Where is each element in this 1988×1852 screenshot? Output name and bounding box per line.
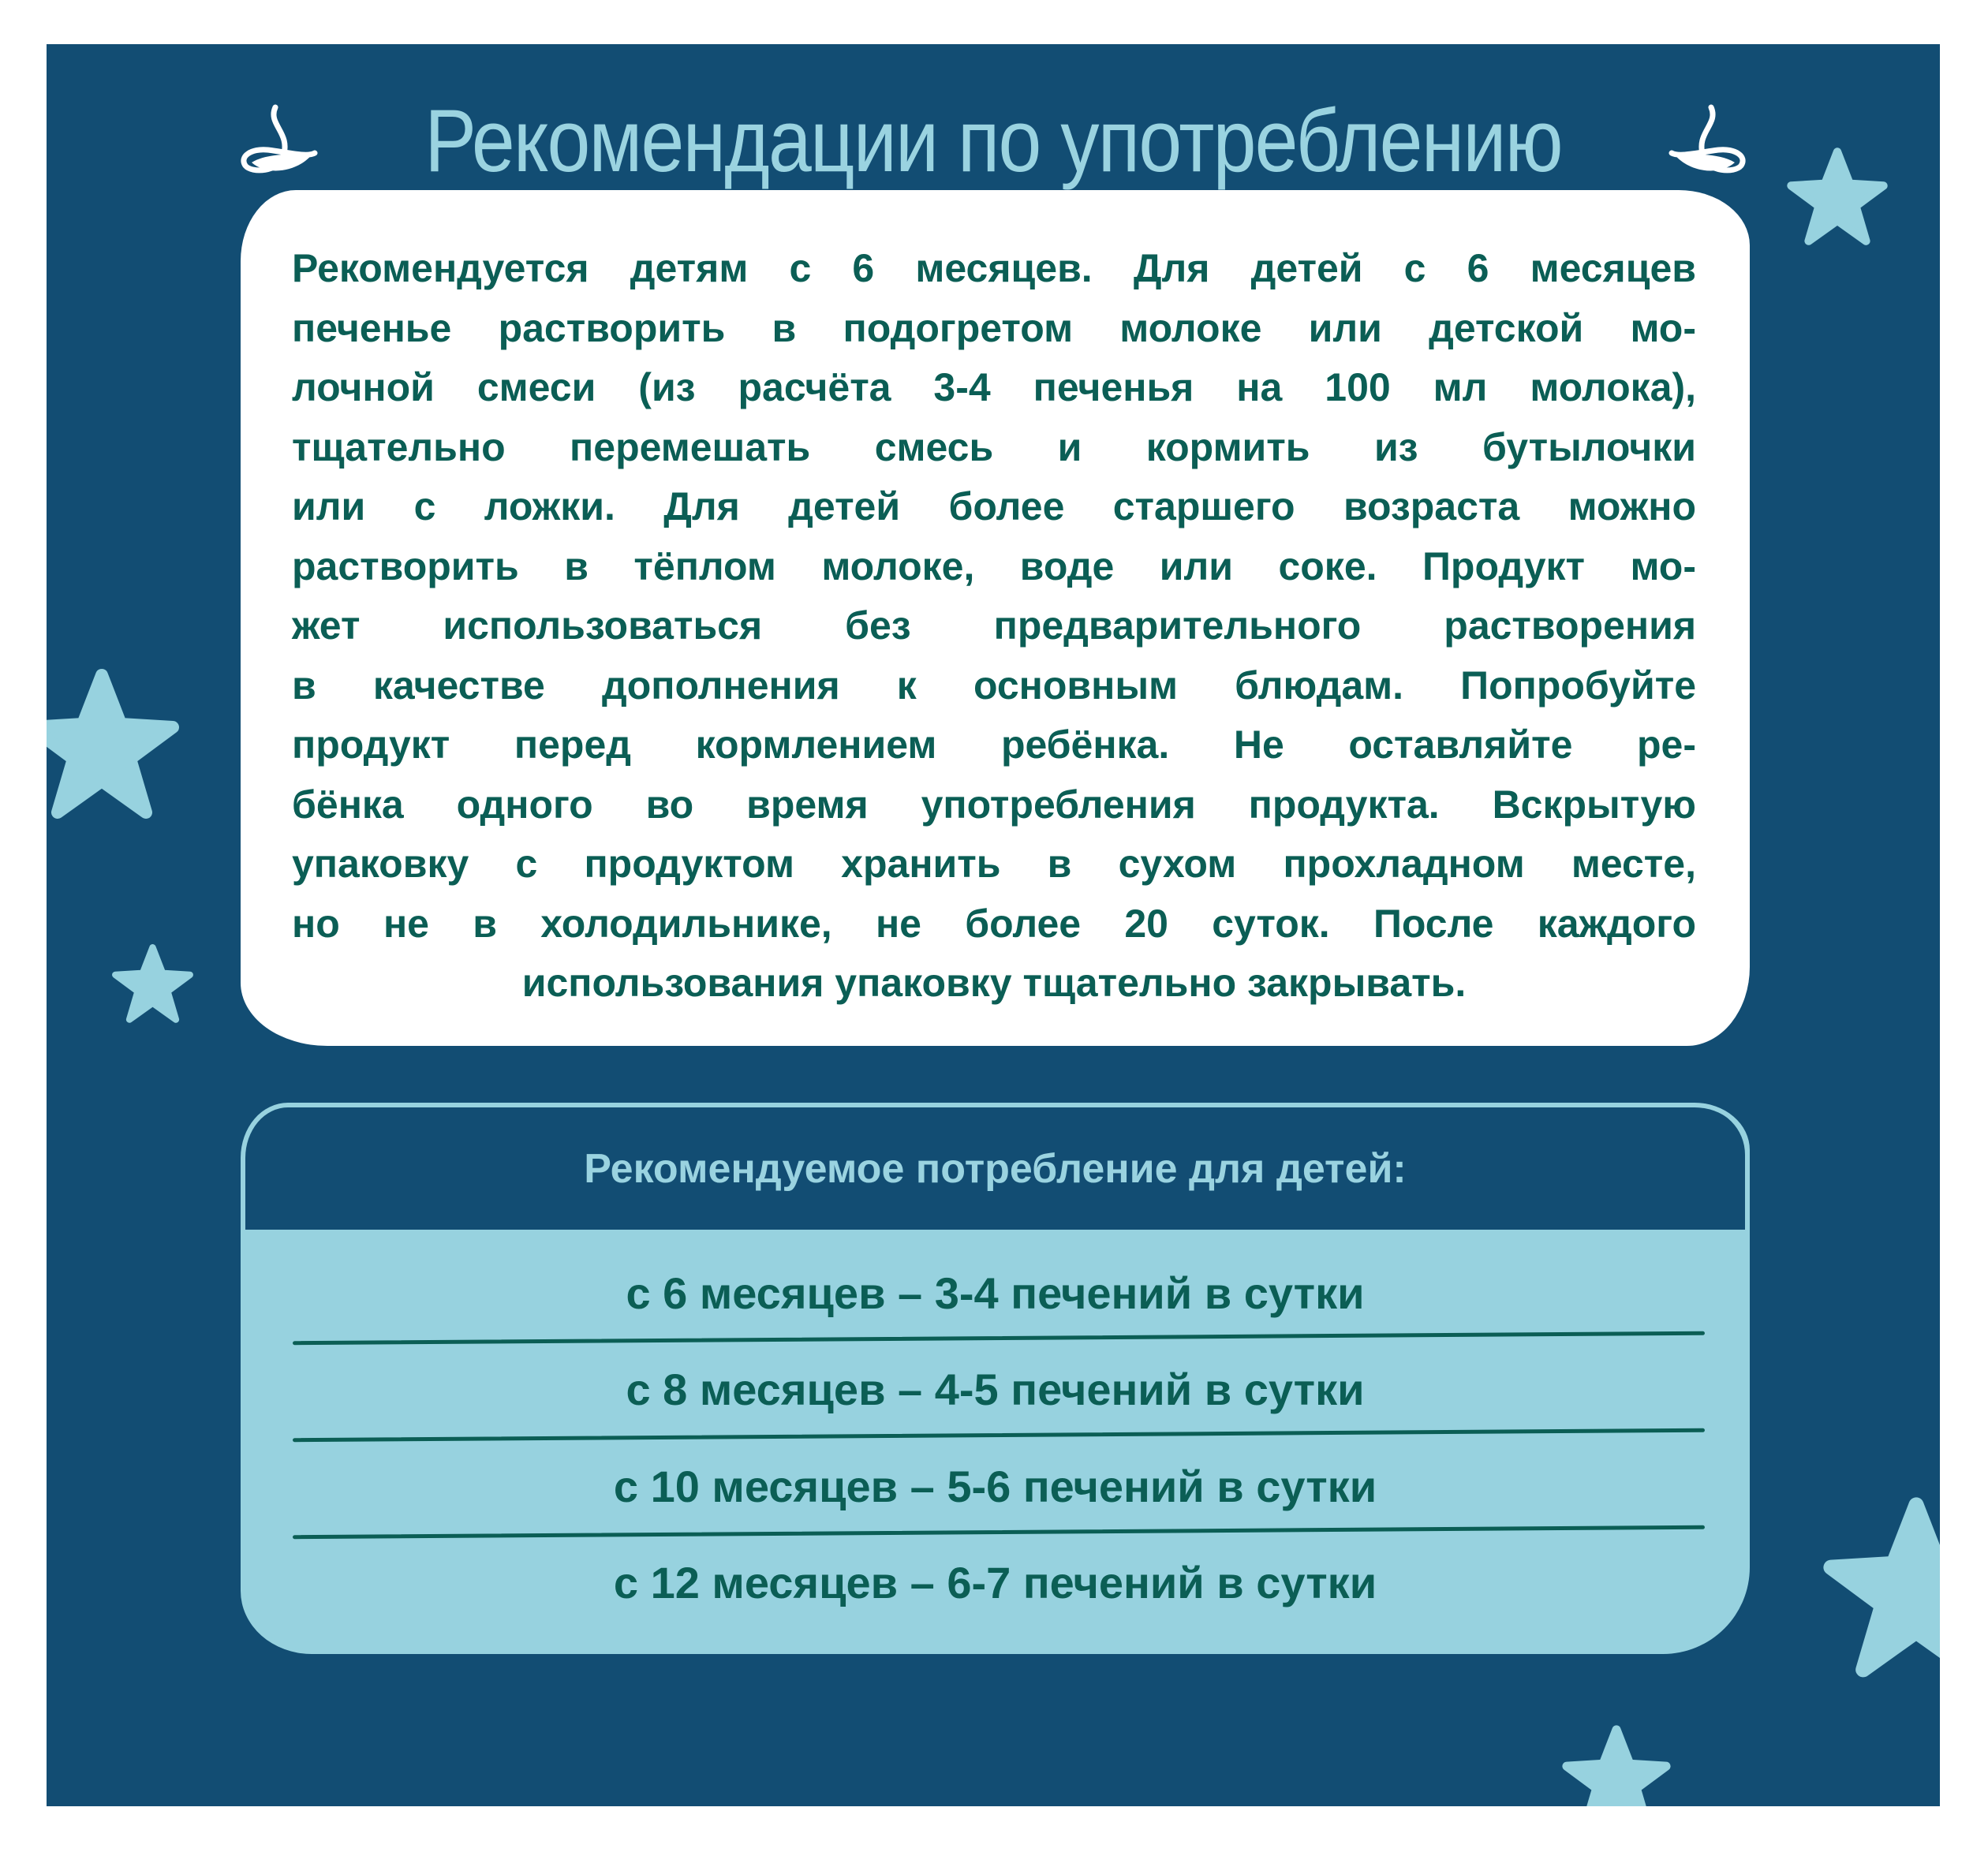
instructions-line: печенье растворить в подогретом молоке или детской мо- (292, 305, 1696, 350)
instructions-line: бёнка одного во время употребления продукта. Вскрытую (292, 782, 1696, 827)
table-header-text: Рекомендуемое потребление для детей: (584, 1146, 1407, 1192)
instructions-text (292, 239, 1696, 1014)
instructions-line: но не в холодильнике, не более 20 суток. После каждого (292, 901, 1696, 946)
instructions-line: продукт перед кормлением ребёнка. Не оставляйте ре- (292, 723, 1696, 767)
title-text: Рекомендации по употреблению (424, 91, 1562, 190)
instructions-line: Рекомендуется детям с 6 месяцев. Для детей с 6 месяцев (292, 246, 1696, 290)
instructions-line: жет использоваться без предварительного растворения (292, 603, 1696, 648)
swirl-ornament-icon (1664, 101, 1751, 180)
consumption-table (241, 1103, 1750, 1654)
table-row: с 10 месяцев – 5-6 печений в сутки (613, 1462, 1377, 1511)
instructions-line: тщательно перемешать смесь и кормить из бутылочки (292, 424, 1696, 469)
instructions-line: использования упаковку тщательно закрывать. (521, 961, 1467, 1005)
star-icon (47, 667, 181, 825)
instructions-line: в качестве дополнения к основным блюдам. Попробуйте (292, 663, 1696, 708)
star-icon (1561, 1724, 1672, 1806)
instructions-line: или с ложки. Для детей более старшего возраста можно (292, 484, 1696, 528)
instructions-line: лочной смеси (из расчёта 3-4 печенья на 100 мл молока), (292, 365, 1696, 409)
instructions-line: упаковку с продуктом хранить в сухом прохладном месте, (292, 842, 1696, 886)
table-row: с 6 месяцев – 3-4 печений в сутки (626, 1268, 1365, 1318)
star-icon (1822, 1495, 1940, 1685)
table-row: с 12 месяцев – 6-7 печений в сутки (613, 1558, 1377, 1607)
instructions-line: растворить в тёплом молоке, воде или соке. Продукт мо- (292, 543, 1696, 588)
info-panel (47, 44, 1940, 1806)
table-row: с 8 месяцев – 4-5 печений в сутки (626, 1365, 1365, 1414)
instructions-card (241, 190, 1750, 1046)
star-icon (1786, 147, 1889, 249)
star-icon (111, 943, 194, 1026)
page-title (47, 90, 1940, 192)
table-header (245, 1107, 1745, 1230)
